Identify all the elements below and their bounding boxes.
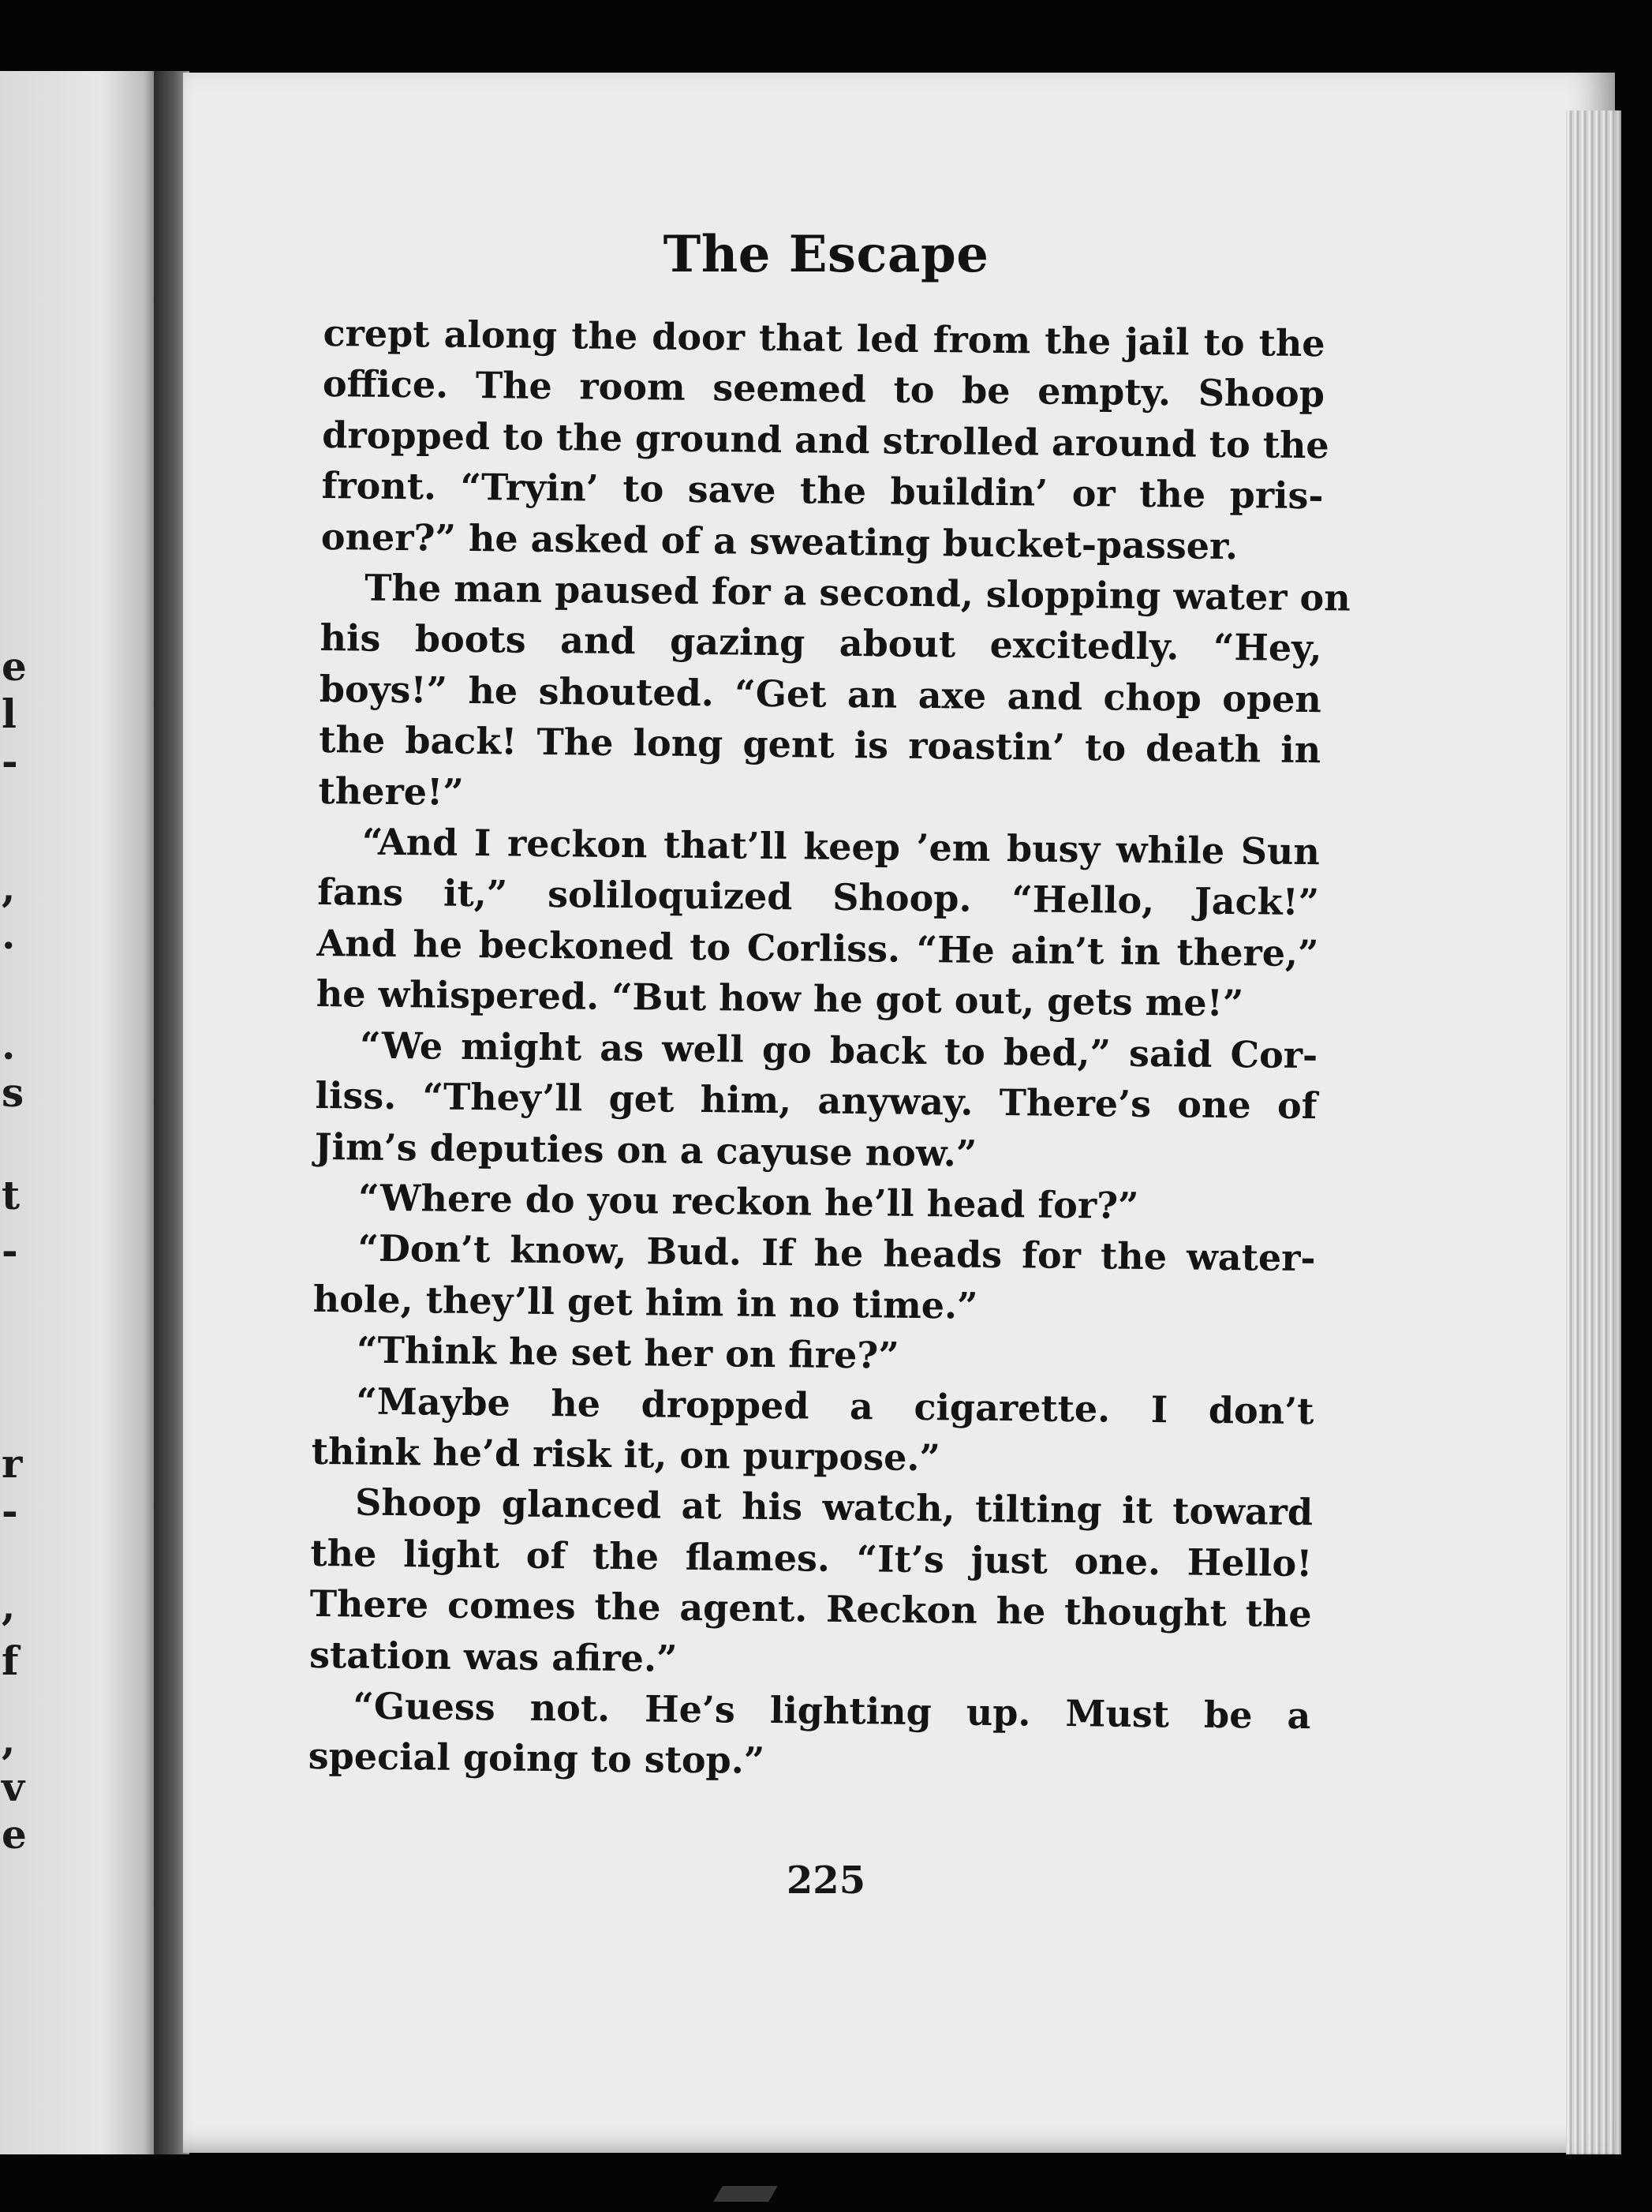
text-line: “Where do you reckon he’ll head for?”	[357, 1176, 1139, 1227]
left-page-fragment: e	[2, 1811, 27, 1858]
text-line: “Don’t know, Bud. If he heads for the water-	[357, 1226, 1316, 1280]
left-page-fragment: s	[2, 1069, 24, 1116]
text-line: oner?” he asked of a sweating bucket-passer.	[320, 515, 1239, 567]
scan-smudge	[713, 2186, 778, 2202]
text-line: The man paused for a second, slopping water on	[364, 566, 1351, 619]
text-line: And he beckoned to Corliss. “He ain’t in there,”	[316, 921, 1319, 975]
left-page-fragment: ,	[2, 1716, 16, 1763]
text-line: hole, they’ll get him in no time.”	[312, 1277, 978, 1327]
body-text	[308, 308, 1351, 1792]
text-line: Jim’s deputies on a cayuse now.”	[314, 1125, 977, 1175]
text-line: think he’d risk it, on purpose.”	[311, 1429, 941, 1480]
text-line: “Maybe he dropped a cigarette. I don’t	[356, 1379, 1314, 1432]
text-line: There comes the agent. Reckon he thought the	[309, 1582, 1313, 1636]
text-line: crept along the door that led from the jail to the	[323, 311, 1325, 365]
left-page-fragment: f	[2, 1637, 19, 1684]
text-line: special going to stop.”	[308, 1735, 765, 1783]
left-page-fragment: v	[2, 1764, 25, 1810]
text-line: boys!” he shouted. “Get an axe and chop open	[319, 667, 1322, 721]
left-page-fragment: ,	[2, 864, 16, 911]
running-head: The Escape	[663, 225, 989, 284]
text-line: he whispered. “But how he got out, gets me!”	[316, 972, 1244, 1025]
text-line: front. “Tryin’ to save the buildin’ or the pris-	[321, 464, 1324, 518]
text-line: liss. “They’ll get him, anyway. There’s one of	[315, 1074, 1317, 1128]
left-page-fragment: t	[2, 1172, 21, 1218]
text-line: fans it,” soliloquized Shoop. “Hello, Jack!”	[316, 870, 1320, 924]
left-page-fragment: e	[2, 643, 27, 690]
text-line: the light of the flames. “It’s just one. Hello!	[310, 1531, 1313, 1585]
text-line: office. The room seemed to be empty. Shoop	[322, 362, 1325, 416]
text-line: Shoop glanced at his watch, tilting it toward	[354, 1480, 1314, 1534]
text-line: “Guess not. He’s lighting up. Must be a	[353, 1684, 1311, 1738]
text-line: dropped to the ground and strolled around to the	[322, 413, 1330, 467]
text-line: there!”	[318, 769, 464, 814]
text-line: his boots and gazing about excitedly. “Hey,	[320, 616, 1322, 670]
left-page-fragment: r	[2, 1440, 23, 1487]
text-line: “We might as well go back to bed,” said Cor-	[359, 1024, 1318, 1076]
left-page-fragment: -	[2, 1227, 18, 1274]
left-page-fragment: .	[2, 1022, 16, 1069]
text-line: “Think he set her on fire?”	[356, 1328, 899, 1377]
page-number: 225	[786, 1858, 866, 1903]
page-stack-edge	[1566, 110, 1621, 2154]
left-page-edge	[0, 71, 170, 2154]
left-page-fragment: .	[2, 911, 16, 958]
left-page-fragment: -	[2, 1488, 18, 1534]
text-line: station was afire.”	[308, 1633, 678, 1680]
left-page-fragment: -	[2, 738, 18, 784]
left-page-fragment: ,	[2, 1582, 16, 1629]
left-page-fragment: l	[2, 691, 17, 737]
text-line: “And I reckon that’ll keep ’em busy while Sun	[361, 820, 1321, 874]
text-line: the back! The long gent is roastin’ to death in	[318, 718, 1321, 772]
